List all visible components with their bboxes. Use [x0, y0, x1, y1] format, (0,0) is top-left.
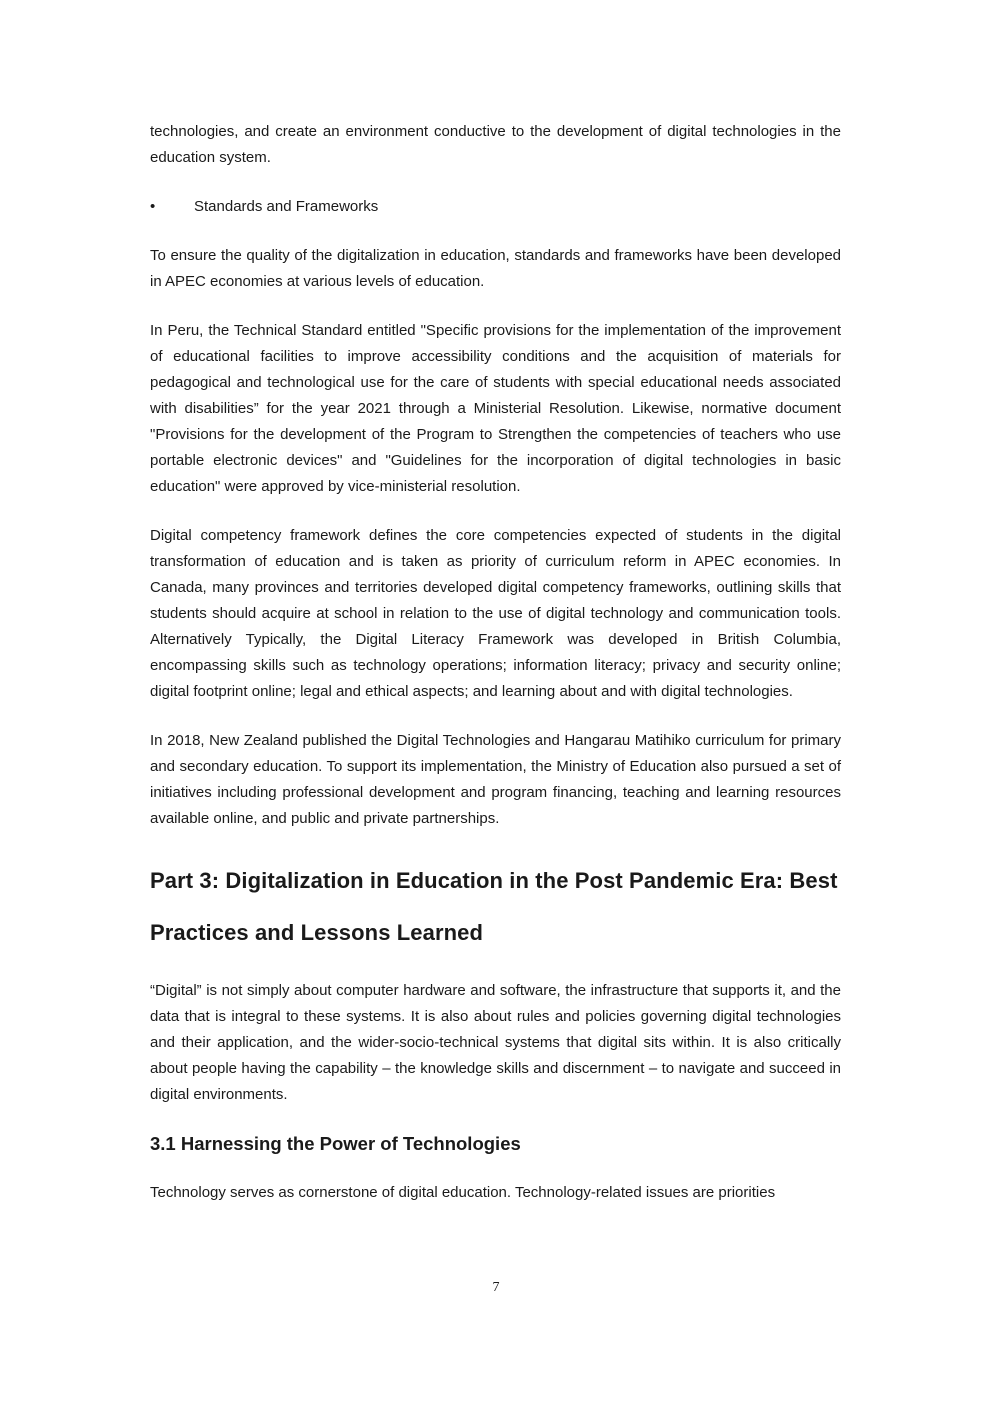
page-number: 7	[492, 1280, 500, 1295]
part-title: Part 3: Digitalization in Education in the Post Pandemic Era: Best Practices and Lessons Learned	[150, 868, 838, 945]
bullet-item-standards	[150, 194, 841, 220]
bullet-icon: •	[150, 198, 156, 215]
paragraph-digital-definition: “Digital” is not simply about computer hardware and software, the infrastructure that supports it, and the data that is integral to these systems. It is also about rules and policies governing digital technologies and their application, and the wider-socio-technical systems that digital sits within. It is also critically about people having the capability – the knowledge skills and discernment – to navigate and succeed in digital environments.	[150, 982, 841, 1103]
paragraph-standards-intro: To ensure the quality of the digitalization in education, standards and frameworks have been developed in APEC economies at various levels of education.	[150, 247, 841, 290]
bullet-label: Standards and Frameworks	[194, 198, 379, 215]
section-title: 3.1 Harnessing the Power of Technologies	[150, 1133, 521, 1154]
paragraph-digital-competency: Digital competency framework defines the core competencies expected of students in the digital transformation of education and is taken as priority of curriculum reform in APEC economies. In Canada, many provinces and territories developed digital competency frameworks, outlining skills that students should acquire at school in relation to the use of digital technology and communication tools. Alternatively Typically, the Digital Literacy Framework was developed in British Columbia, encompassing skills such as technology operations; information literacy; privacy and security online; digital footprint online; legal and ethical aspects; and learning about and with digital technologies.	[150, 527, 841, 700]
paragraph-technology: Technology serves as cornerstone of digital education. Technology-related issues are priorities	[150, 1184, 776, 1201]
paragraph-peru: In Peru, the Technical Standard entitled "Specific provisions for the implementation of the improvement of educational facilities to improve accessibility conditions and the acquisition of materials for pedagogical and technological use for the care of students with special educational needs associated with disabilities” for the year 2021 through a Ministerial Resolution. Likewise, normative document "Provisions for the development of the Program to Strengthen the competencies of teachers who use portable electronic devices" and "Guidelines for the incorporation of digital technologies in basic education" were approved by vice-ministerial resolution.	[150, 322, 841, 495]
paragraph-intro-continuation: technologies, and create an environment conductive to the development of digital technologies in the education system.	[150, 123, 841, 166]
paragraph-new-zealand: In 2018, New Zealand published the Digital Technologies and Hangarau Matihiko curriculum for primary and secondary education. To support its implementation, the Ministry of Education also pursued a set of initiatives including professional development and program financing, teaching and learning resources available online, and public and private partnerships.	[150, 732, 841, 827]
document-page	[150, 119, 841, 1229]
